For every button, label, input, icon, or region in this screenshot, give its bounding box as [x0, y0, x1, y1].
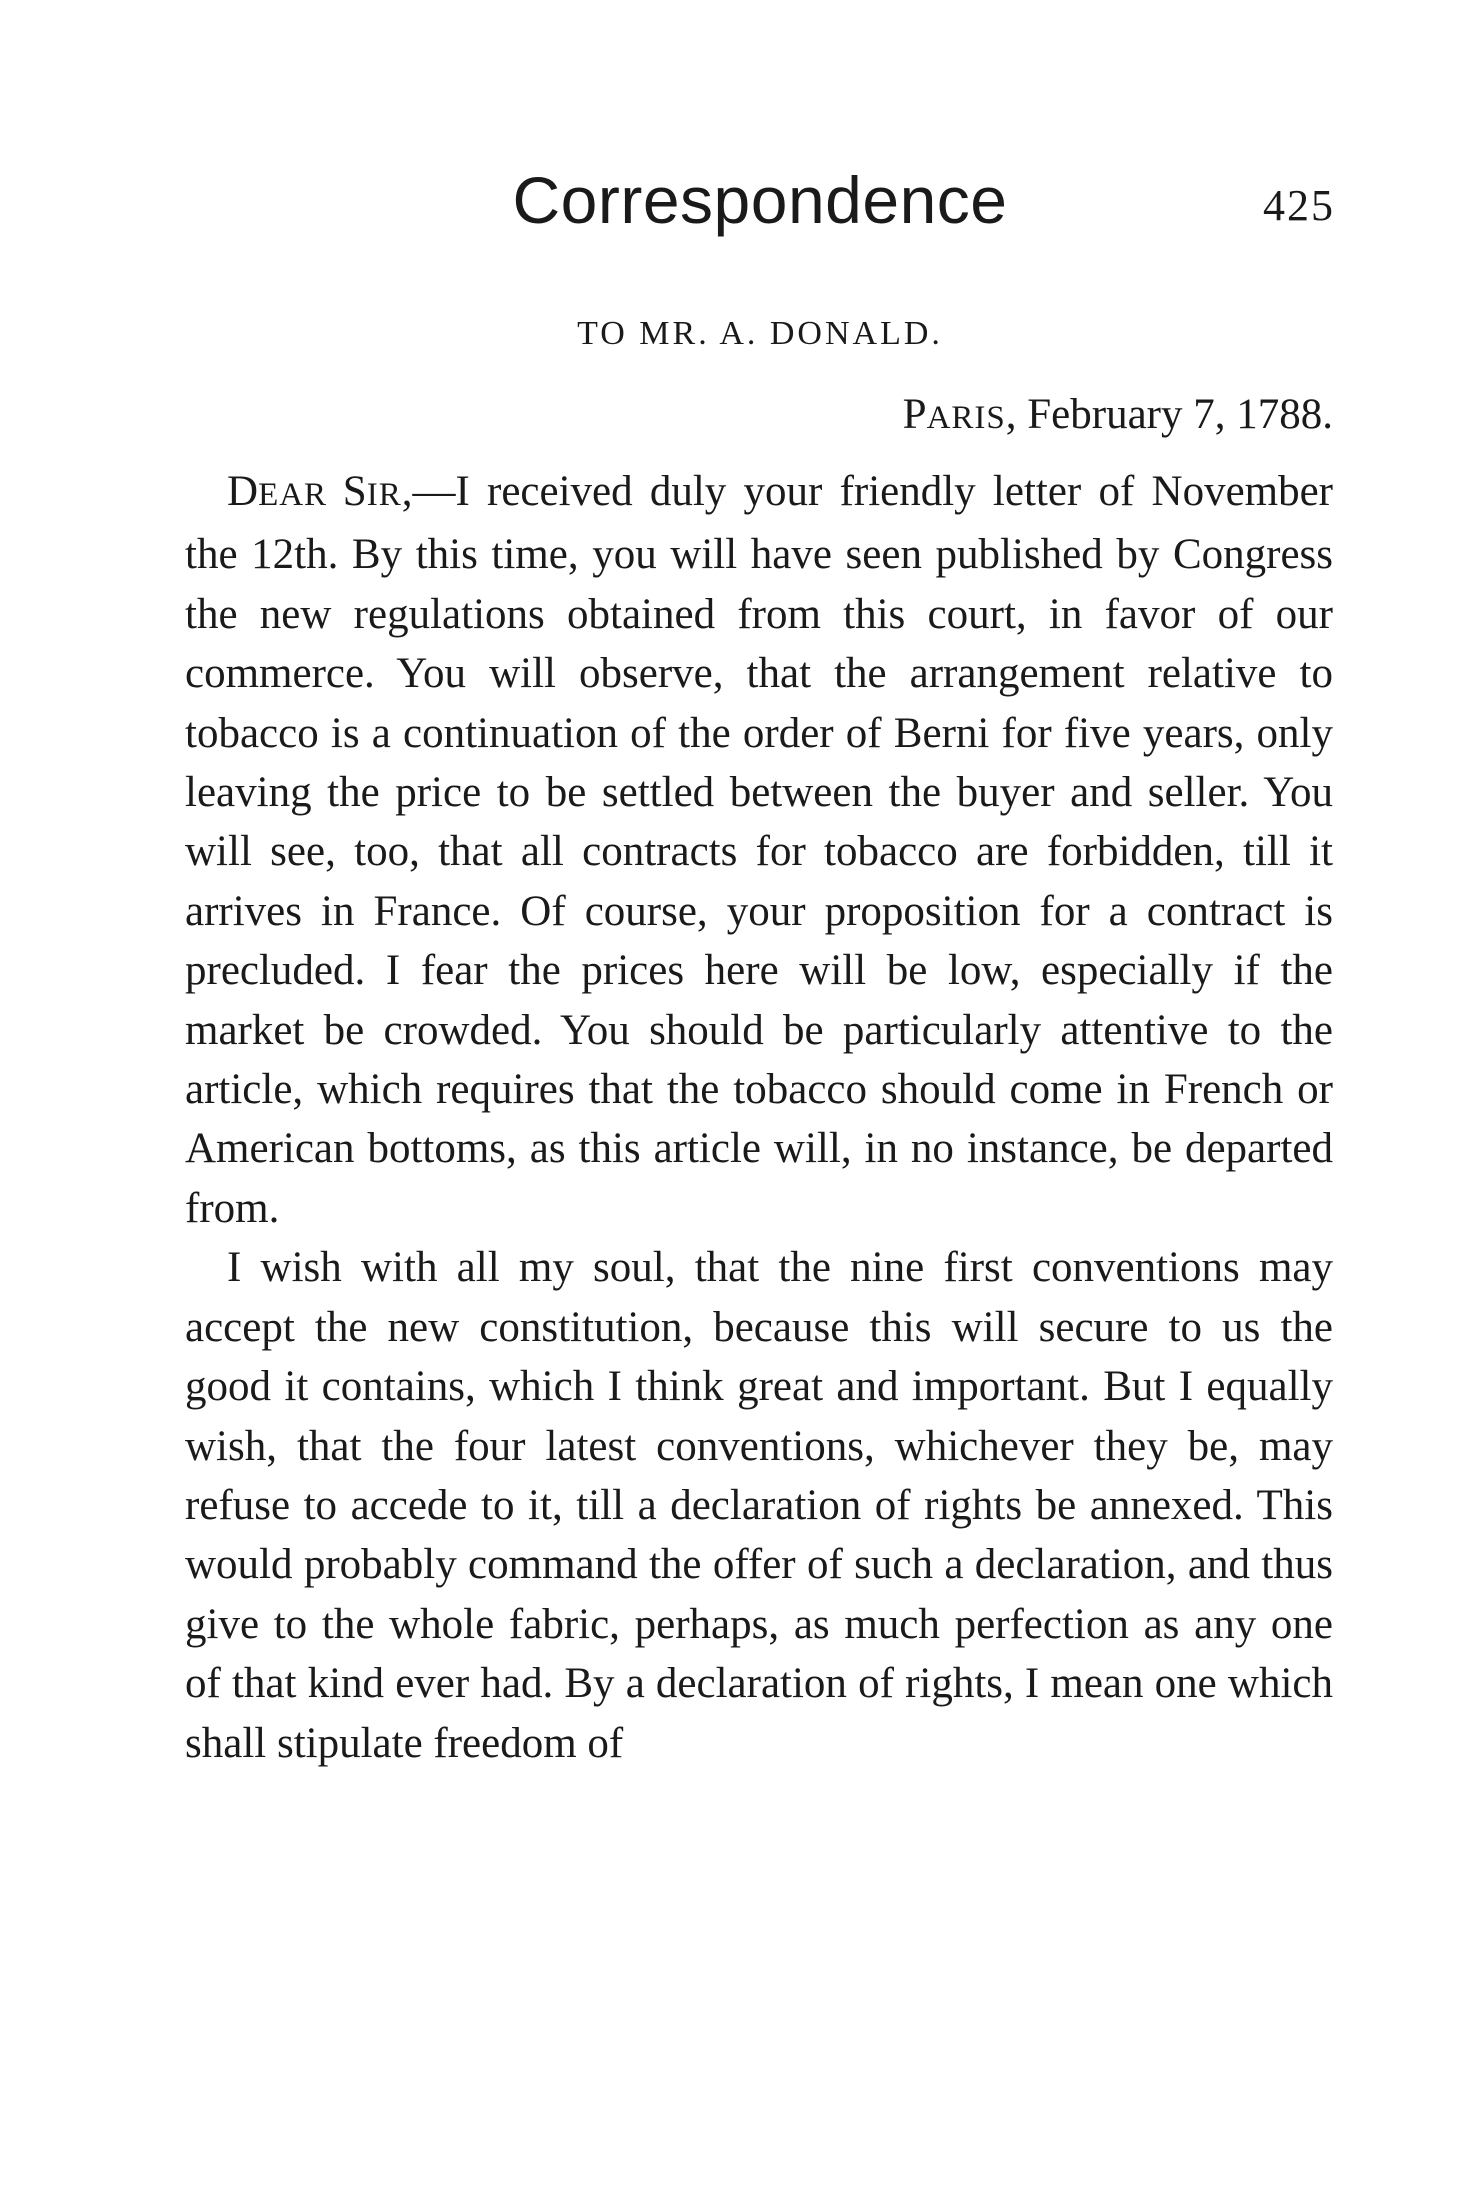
- dateline-place-initial: P: [902, 391, 927, 438]
- dateline-date: , February 7, 1788.: [1005, 391, 1333, 438]
- salutation-sir-rest: IR: [366, 477, 402, 513]
- salutation-dash: ,—: [401, 468, 456, 515]
- dateline-place-rest: ARIS: [926, 400, 1006, 436]
- paragraph-1-text: I received duly your friendly letter of November the 12th. By this time, you will have seen published by Congress the new regulations obtained from this court, in favor of our commerce. You will observe, that the arrangement relative to tobacco is a continuation of the order of Berni for five years, only leaving the price to be settled between the buyer and seller. You will see, too, that all contracts for tobacco are forbidden, till it arrives in France. Of course, your proposition for a contract is precluded. I fear the prices here will be low, especially if the market be crowded. You should be particularly attentive to the article, which requires that the tobacco should come in French or American bottoms, as this article will, in no instance, be departed from.: [185, 468, 1334, 1232]
- letter-paragraph-2: I wish with all my soul, that the nine first conventions may accept the new constitution, because this will secure to us the good it contains, which I think great and important. But I equally wish, that the four latest conventions, whichever they be, may refuse to accede to it, till a declaration of rights be annexed. This would probably command the offer of such a declaration, and thus give to the whole fabric, perhaps, as much perfection as any one of that kind ever had. By a declaration of rights, I mean one which shall stipulate freedom of: [185, 1244, 1333, 1767]
- letter-paragraph-1: [185, 462, 1333, 1238]
- running-head: [185, 160, 1335, 240]
- salutation-sir-initial: S: [342, 468, 367, 515]
- letter-body: [185, 462, 1333, 1773]
- letter-dateline: [185, 385, 1333, 448]
- salutation-dear-initial: D: [227, 468, 259, 515]
- running-title: Correspondence: [512, 163, 1008, 237]
- letter-addressee: TO MR. A. DONALD.: [577, 315, 943, 352]
- salutation-dear-rest: EAR: [258, 477, 343, 513]
- page-number: 425: [1263, 181, 1335, 230]
